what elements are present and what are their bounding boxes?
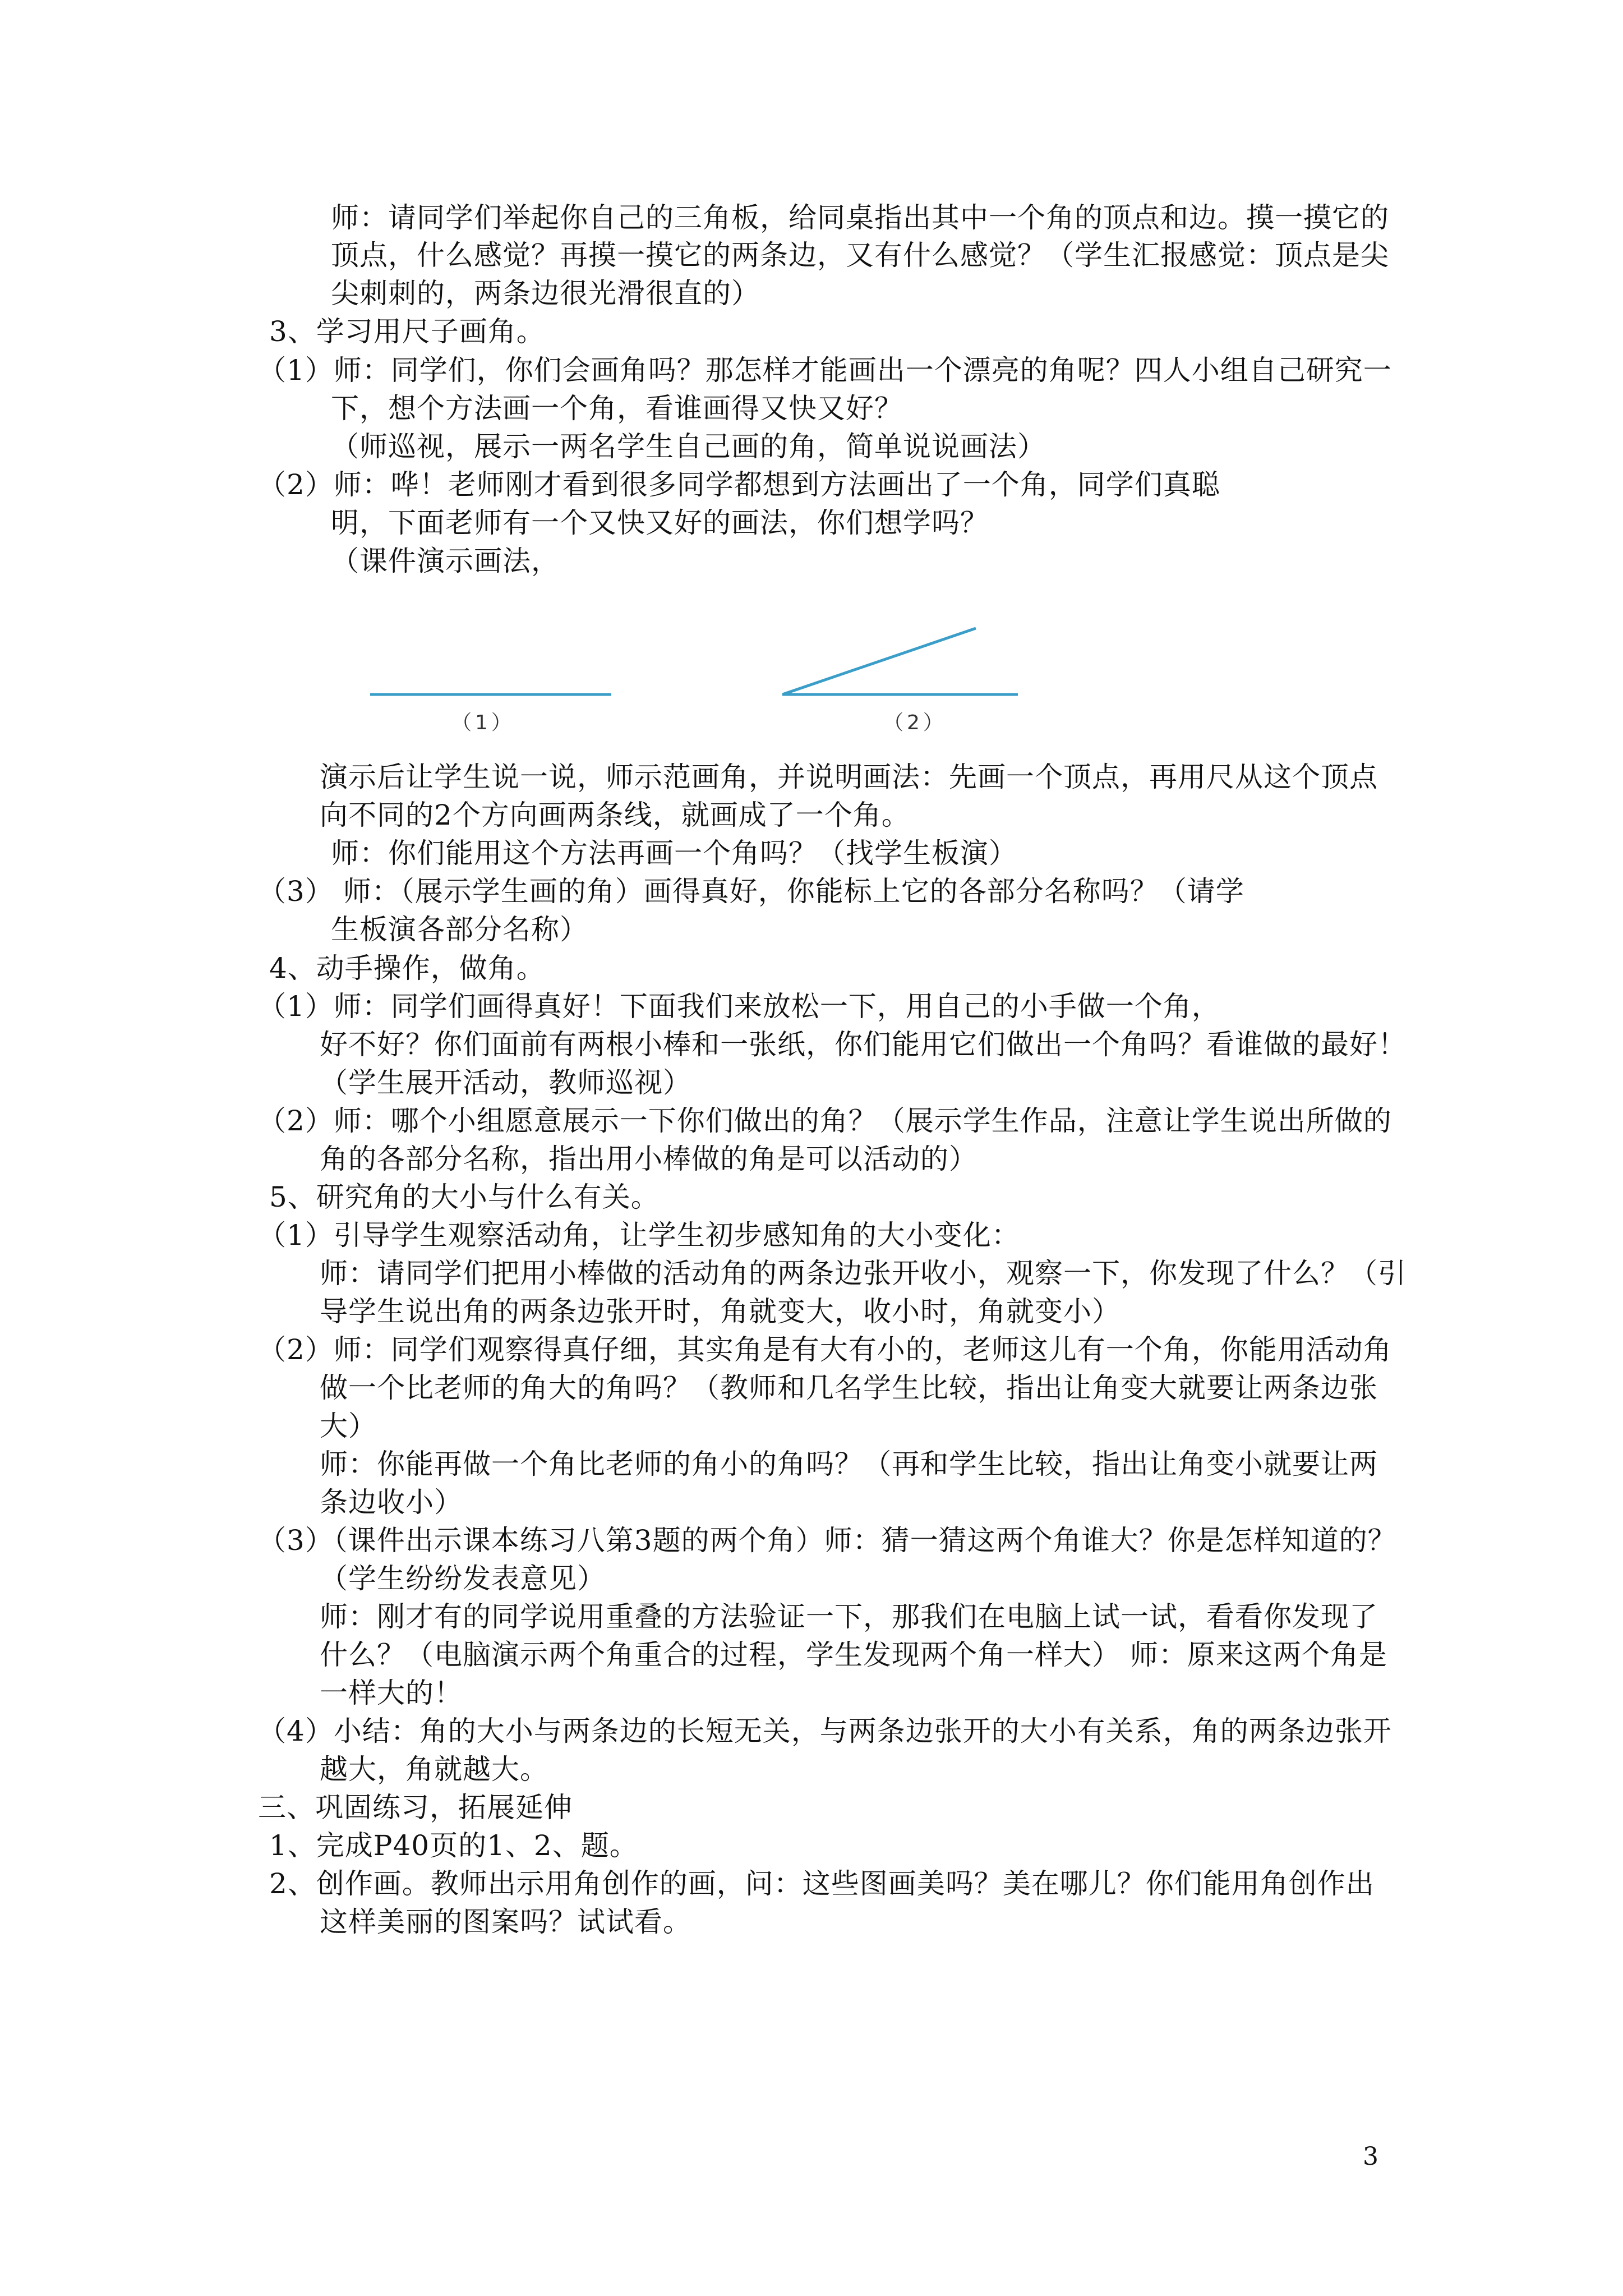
text-line: 导学生说出角的两条边张开时，角就变大，收小时，角就变小） — [320, 1295, 1121, 1328]
text-line: 3、学习用尺子画角。 — [269, 315, 545, 348]
text-line: 尖刺刺的，两条边很光滑很直的） — [331, 277, 760, 310]
text-line: 大） — [320, 1410, 377, 1442]
text-line: （1）师：同学们，你们会画角吗？那怎样才能画出一个漂亮的角呢？四人小组自己研究一 — [258, 354, 1392, 386]
text-line: （学生纷纷发表意见） — [320, 1562, 606, 1595]
text-line: 师：你们能用这个方法再画一个角吗？（找学生板演） — [331, 837, 1017, 869]
text-line: （2）师：同学们观察得真仔细，其实角是有大有小的，老师这儿有一个角，你能用活动角 — [258, 1333, 1392, 1366]
figure-label-1: （1） — [451, 711, 515, 734]
text-line: 生板演各部分名称） — [331, 913, 588, 946]
figure-label-2: （2） — [883, 711, 947, 734]
text-line: （1）引导学生观察活动角，让学生初步感知角的大小变化： — [258, 1219, 1020, 1251]
text-line: （3） 师：（展示学生画的角）画得真好，你能标上它的各部分名称吗？（请学 — [258, 875, 1244, 908]
text-line: 角的各部分名称，指出用小棒做的角是可以活动的） — [320, 1143, 978, 1175]
text-line: 顶点，什么感觉？再摸一摸它的两条边，又有什么感觉？（学生汇报感觉：顶点是尖 — [331, 239, 1389, 272]
text-line: 做一个比老师的角大的角吗？（教师和几名学生比较，指出让角变大就要让两条边张 — [320, 1372, 1378, 1404]
text-line: 师：请同学们举起你自己的三角板，给同桌指出其中一个角的顶点和边。摸一摸它的 — [331, 201, 1389, 234]
text-line: 越大，角就越大。 — [320, 1753, 548, 1786]
text-line: 演示后让学生说一说，师示范画角，并说明画法：先画一个顶点，再用尺从这个顶点 — [320, 761, 1378, 793]
text-line: 这样美丽的图案吗？试试看。 — [320, 1906, 691, 1938]
text-line: 条边收小） — [320, 1486, 463, 1519]
angle-drawing-svg — [359, 617, 1088, 752]
text-line: 师：你能再做一个角比老师的角小的角吗？（再和学生比较，指出让角变小就要让两 — [320, 1448, 1378, 1480]
text-line: （学生展开活动，教师巡视） — [320, 1066, 691, 1099]
text-line: 5、研究角的大小与什么有关。 — [269, 1181, 660, 1213]
text-line: 2、创作画。教师出示用角创作的画，问：这些图画美吗？美在哪儿？你们能用角创作出 — [269, 1867, 1375, 1900]
text-line: 师：请同学们把用小棒做的活动角的两条边张开收小，观察一下，你发现了什么？（引 — [320, 1257, 1407, 1290]
text-line: （1）师：同学们画得真好！下面我们来放松一下，用自己的小手做一个角， — [258, 990, 1220, 1023]
text-line: 向不同的2个方向画两条线，就画成了一个角。 — [320, 799, 910, 831]
page-number: 3 — [1363, 2142, 1378, 2171]
text-line: 好不好？你们面前有两根小棒和一张纸，你们能用它们做出一个角吗？看谁做的最好！ — [320, 1028, 1407, 1061]
text-line: 1、完成P40页的1、2、题。 — [269, 1829, 638, 1862]
text-line: 4、动手操作，做角。 — [269, 952, 545, 984]
text-line: （2）师：哗！老师刚才看到很多同学都想到方法画出了一个角，同学们真聪 — [258, 468, 1220, 501]
text-line: 师：刚才有的同学说用重叠的方法验证一下，那我们在电脑上试一试，看看你发现了 — [320, 1600, 1378, 1633]
text-line: 什么？（电脑演示两个角重合的过程，学生发现两个角一样大） 师：原来这两个角是 — [320, 1639, 1387, 1671]
text-line: 明，下面老师有一个又快又好的画法，你们想学吗？ — [331, 507, 989, 539]
text-line: （师巡视，展示一两名学生自己画的角，简单说说画法） — [331, 430, 1046, 463]
text-line: （课件演示画法， — [331, 545, 560, 577]
angle-drawing-figure — [359, 617, 1088, 752]
angle-second-ray — [782, 628, 976, 694]
text-line: （3）（课件出示课本练习八第3题的两个角）师：猜一猜这两个角谁大？你是怎样知道的？ — [258, 1524, 1396, 1557]
section-heading: 三、巩固练习，拓展延伸 — [258, 1791, 573, 1824]
text-line: （2）师：哪个小组愿意展示一下你们做出的角？（展示学生作品，注意让学生说出所做的 — [258, 1105, 1392, 1137]
text-line: 一样大的！ — [320, 1677, 463, 1709]
text-line: 下，想个方法画一个角，看谁画得又快又好？ — [331, 392, 903, 425]
text-line: （4）小结：角的大小与两条边的长短无关，与两条边张开的大小有关系，角的两条边张开 — [258, 1715, 1392, 1747]
